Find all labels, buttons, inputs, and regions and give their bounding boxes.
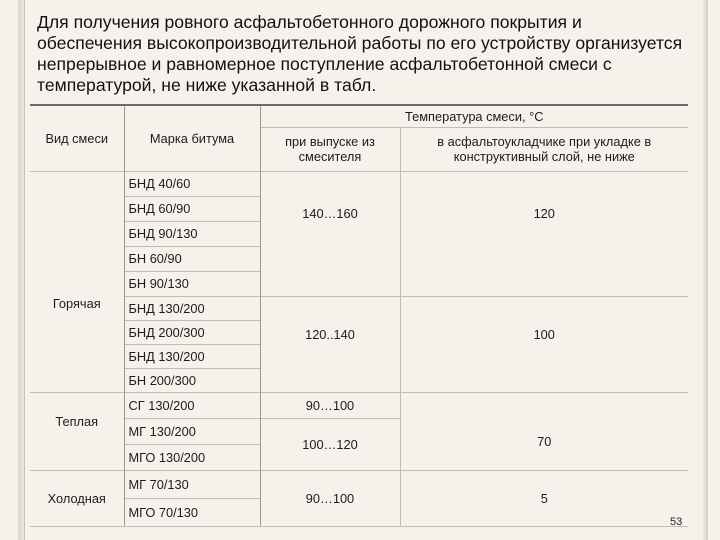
value-hot-a-paver-text: 120 bbox=[533, 206, 555, 221]
value-warm-b-release: 100…120 bbox=[260, 418, 400, 470]
group-hot-label: Горячая bbox=[52, 296, 101, 311]
temperature-table-container bbox=[30, 104, 688, 520]
grade-cell: БНД 90/130 bbox=[124, 221, 260, 246]
value-warm-paver-text: 70 bbox=[537, 433, 552, 449]
grade-cell: МГО 70/130 bbox=[124, 498, 260, 526]
grade-cell: БНД 60/90 bbox=[124, 196, 260, 221]
grade-cell: СГ 130/200 bbox=[124, 392, 260, 418]
grade-cell: БНД 200/300 bbox=[124, 320, 260, 344]
right-frame-line bbox=[703, 0, 708, 540]
value-warm-paver bbox=[400, 392, 688, 470]
left-frame-line bbox=[18, 0, 24, 540]
value-hot-a-release-text: 140…160 bbox=[302, 206, 358, 221]
header-at-paver: в асфальтоукладчике при укладке в конструктивный слой, не ниже bbox=[400, 127, 688, 171]
table-row bbox=[30, 296, 688, 320]
slide-heading: Для получения ровного асфальтобетонного дорожного покрытия и обеспечения высокопроизводительной работы по его устройству организуется непрерывное и равномерное поступление асфальтобетонной смеси с температурой, не ниже указанной в табл. bbox=[37, 12, 683, 95]
header-mix-type: Вид смеси bbox=[30, 105, 124, 171]
header-bitumen-grade: Марка битума bbox=[124, 105, 260, 171]
mix-temperature-table bbox=[30, 104, 688, 527]
group-warm-label: Теплая bbox=[55, 413, 99, 429]
grade-cell: БН 60/90 bbox=[124, 246, 260, 271]
page-number: 53 bbox=[670, 516, 683, 528]
grade-cell: МГО 130/200 bbox=[124, 444, 260, 470]
table-row bbox=[30, 392, 688, 418]
grade-cell: БНД 40/60 bbox=[124, 171, 260, 196]
table-row bbox=[30, 171, 688, 196]
value-hot-a-release bbox=[260, 171, 400, 296]
table-header-row bbox=[30, 105, 688, 127]
header-temperature: Температура смеси, °С bbox=[260, 105, 688, 127]
value-cold-release: 90…100 bbox=[260, 470, 400, 526]
value-hot-b-release-text: 120..140 bbox=[305, 326, 355, 342]
value-warm-a-release: 90…100 bbox=[260, 392, 400, 418]
grade-cell: МГ 130/200 bbox=[124, 418, 260, 444]
group-hot bbox=[30, 171, 124, 392]
value-hot-b-paver bbox=[400, 296, 688, 392]
grade-cell: БН 90/130 bbox=[124, 271, 260, 296]
value-cold-paver: 5 bbox=[400, 470, 688, 526]
grade-cell: БНД 130/200 bbox=[124, 296, 260, 320]
grade-cell: МГ 70/130 bbox=[124, 470, 260, 498]
table-row bbox=[30, 470, 688, 498]
value-hot-a-paver bbox=[400, 171, 688, 296]
group-warm bbox=[30, 392, 124, 470]
group-cold: Холодная bbox=[30, 470, 124, 526]
value-hot-b-paver-text: 100 bbox=[533, 326, 555, 342]
value-hot-b-release bbox=[260, 296, 400, 392]
grade-cell: БНД 130/200 bbox=[124, 344, 260, 368]
header-at-release: при выпуске из смесителя bbox=[260, 127, 400, 171]
grade-cell: БН 200/300 bbox=[124, 368, 260, 392]
